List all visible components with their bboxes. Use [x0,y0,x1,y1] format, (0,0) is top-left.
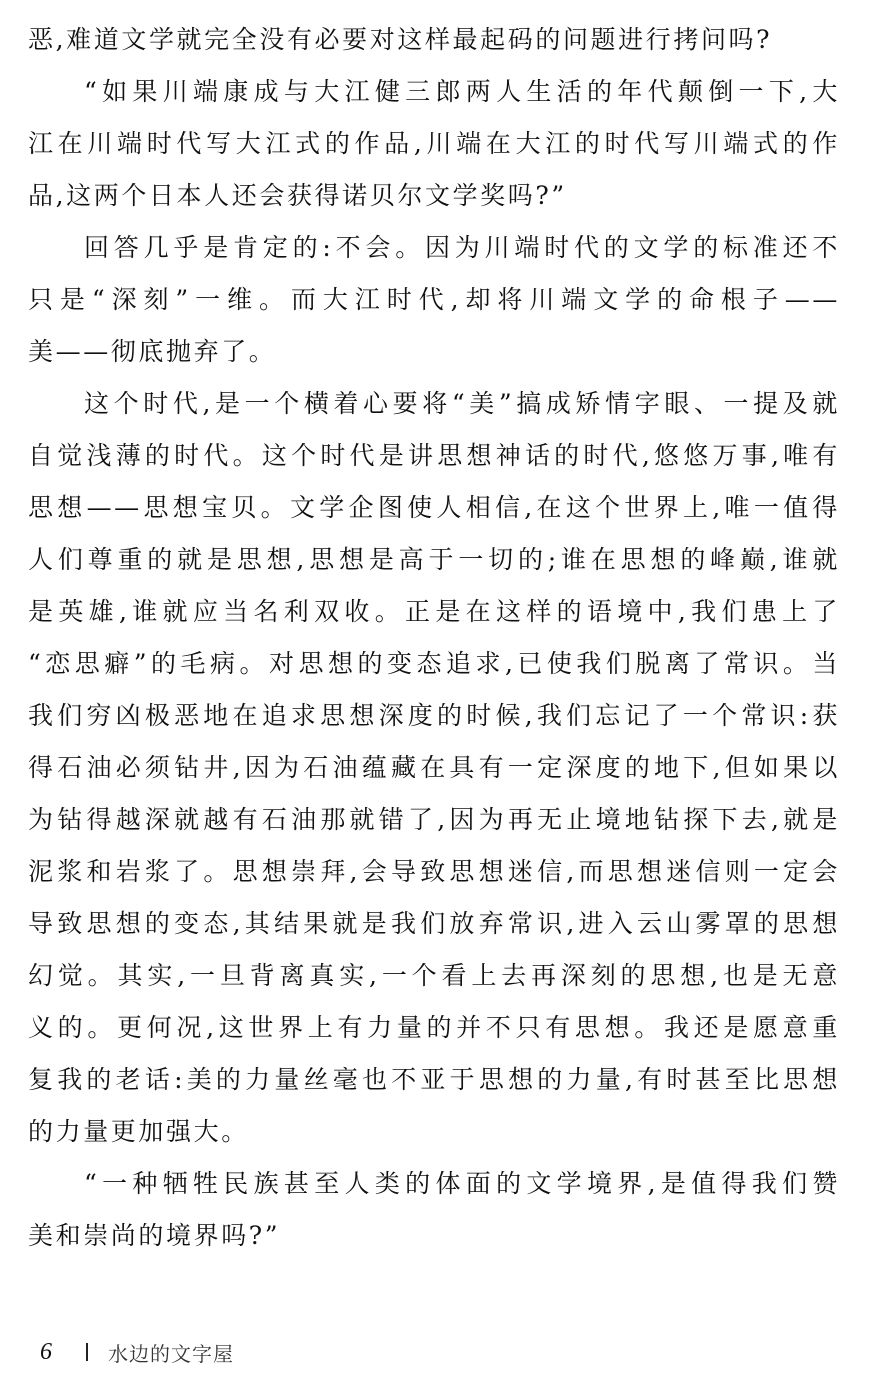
text-line: 为钻得越深就越有石油那就错了,因为再无止境地钻探下去,就是 [28,805,840,834]
page-number: 6 [40,1338,52,1365]
text-line: 义的。更何况,这世界上有力量的并不只有思想。我还是愿意重 [28,1013,840,1042]
text-line: 只是“深刻”一维。而大江时代,却将川端文学的命根子—— [28,285,840,314]
book-title: 水边的文字屋 [108,1341,234,1366]
text-line: 这个时代,是一个横着心要将“美”搞成矫情字眼、一提及就 [84,389,840,418]
footer-divider [86,1343,88,1361]
text-line: 是英雄,谁就应当名利双收。正是在这样的语境中,我们患上了 [28,597,840,626]
text-line: 江在川端时代写大江式的作品,川端在大江的时代写川端式的作 [28,129,840,158]
text-line: 导致思想的变态,其结果就是我们放弃常识,进入云山雾罩的思想 [28,909,840,938]
text-line: 思想——思想宝贝。文学企图使人相信,在这个世界上,唯一值得 [28,493,840,522]
text-line: 我们穷凶极恶地在追求思想深度的时候,我们忘记了一个常识:获 [28,701,840,730]
text-line: 复我的老话:美的力量丝毫也不亚于思想的力量,有时甚至比思想 [28,1065,840,1094]
text-line: 恶,难道文学就完全没有必要对这样最起码的问题进行拷问吗? [28,25,773,54]
text-line: 品,这两个日本人还会获得诺贝尔文学奖吗?” [28,181,567,210]
text-line: 的力量更加强大。 [28,1117,249,1146]
text-line: 美和崇尚的境界吗?” [28,1221,281,1250]
body-text [28,14,840,1262]
text-line: 自觉浅薄的时代。这个时代是讲思想神话的时代,悠悠万事,唯有 [28,441,840,470]
text-line: “恋思癖”的毛病。对思想的变态追求,已使我们脱离了常识。当 [28,649,840,678]
text-line: 人们尊重的就是思想,思想是高于一切的;谁在思想的峰巅,谁就 [28,545,840,574]
text-line: “一种牺牲民族甚至人类的体面的文学境界,是值得我们赞 [84,1169,840,1198]
text-line: 回答几乎是肯定的:不会。因为川端时代的文学的标准还不 [84,233,840,262]
text-line: 美——彻底抛弃了。 [28,337,277,366]
text-line: 幻觉。其实,一旦背离真实,一个看上去再深刻的思想,也是无意 [28,961,840,990]
text-line: “如果川端康成与大江健三郎两人生活的年代颠倒一下,大 [84,77,840,106]
text-line: 得石油必须钻井,因为石油蕴藏在具有一定深度的地下,但如果以 [28,753,840,782]
page-footer [40,1334,234,1370]
text-line: 泥浆和岩浆了。思想崇拜,会导致思想迷信,而思想迷信则一定会 [28,857,840,886]
